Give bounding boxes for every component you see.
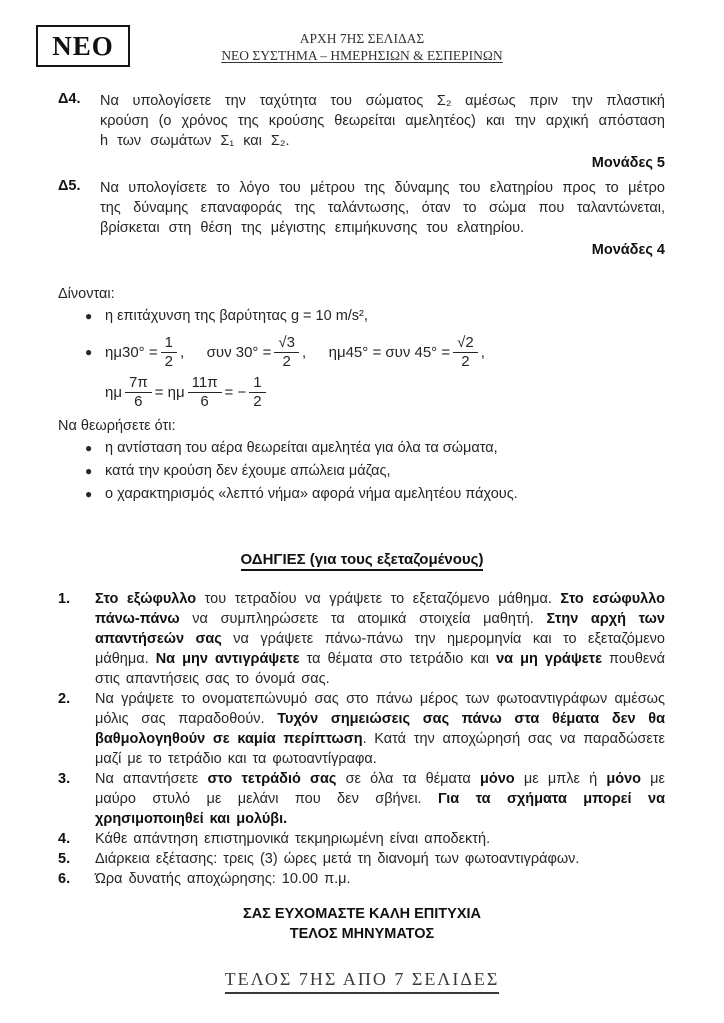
instruction-number: 1. — [58, 591, 71, 607]
assumption-text-1: η αντίσταση του αέρα θεωρείται αμελητέα για όλα τα σώματα, — [105, 440, 498, 456]
fraction-numerator: √3 — [274, 335, 299, 353]
instruction-number: 5. — [58, 851, 71, 867]
assumption-text-3: ο χαρακτηρισμός «λεπτό νήμα» αφορά νήμα αμελητέου πάχους. — [105, 486, 518, 502]
text-run: Να απαντήσετε — [95, 771, 208, 787]
formula-text: ημ — [105, 383, 122, 401]
header-line2: ΝΕΟ ΣΥΣΤΗΜΑ – ΗΜΕΡΗΣΙΩΝ & ΕΣΠΕΡΙΝΩΝ — [221, 48, 503, 63]
fraction-numerator: √2 — [453, 335, 478, 353]
neo-badge-label: ΝΕΟ — [52, 30, 114, 61]
question-d5-label: Δ5. — [58, 178, 81, 194]
content-area — [0, 91, 724, 505]
fraction — [161, 335, 177, 370]
fraction-denominator: 6 — [134, 392, 143, 410]
text-run: να μη γράψετε — [496, 651, 602, 667]
bullet-icon: ● — [85, 441, 93, 455]
text-run: να γράψετε πάνω-πάνω την ημερομηνία και το εξεταζόμενο μάθημα. — [95, 631, 665, 667]
text-run: Κάθε απάντηση επιστημονικά τεκμηριωμένη είναι αποδεκτή. — [95, 831, 491, 847]
text-run: Να μην αντιγράψετε — [155, 651, 300, 667]
given-title: Δίνονται: — [58, 286, 115, 302]
given-bullet-gravity — [58, 306, 665, 327]
footer-wish: ΣΑΣ ΕΥΧΟΜΑΣΤΕ ΚΑΛΗ ΕΠΙΤΥΧΙΑ — [243, 906, 481, 922]
footer-page-end: ΤΕΛΟΣ 7ΗΣ ΑΠΟ 7 ΣΕΛΙΔΕΣ — [225, 969, 500, 994]
instructions-heading: ΟΔΗΓΙΕΣ (για τους εξεταζομένους) — [241, 551, 484, 571]
neo-badge — [36, 25, 130, 67]
instruction-number: 3. — [58, 771, 71, 787]
fraction — [125, 375, 152, 410]
assumption-text-2: κατά την κρούση δεν έχουμε απώλεια μάζας, — [105, 463, 391, 479]
instruction-item-1 — [58, 589, 665, 689]
fraction — [453, 335, 478, 370]
instruction-item-3 — [58, 769, 665, 829]
fraction-denominator: 6 — [200, 392, 209, 410]
assumptions-title: Να θεωρήσετε ότι: — [58, 418, 176, 434]
footer-page-end-wrap — [0, 969, 724, 994]
question-d5-text: Να υπολογίσετε το λόγο του μέτρου της δύναμης του ελατηρίου προς το μέτρο της δύναμης επαναφοράς της ταλάντωσης, όταν το σώμα που ταλαντώνεται, βρίσκεται στη θέση της μέγιστης επιμήκυνσης του ελατηρίου. — [100, 180, 665, 236]
bullet-icon: ● — [85, 345, 93, 359]
question-d4-text: Να υπολογίσετε την ταχύτητα του σώματος Σ₂ αμέσως πριν την πλαστική κρούση (ο χρόνος της κρούσης θεωρείται αμελητέος) και την αρχική απόσταση h των σωμάτων Σ₁ και Σ₂. — [100, 93, 665, 149]
instruction-text — [95, 689, 665, 769]
text-run: του τετραδίου να γράψετε το εξεταζόμενο μάθημα. — [196, 591, 561, 607]
fraction-denominator: 2 — [164, 352, 173, 370]
instruction-text — [95, 829, 665, 849]
question-d4-points: Μονάδες 5 — [591, 155, 665, 171]
fraction-numerator: 7π — [125, 375, 152, 393]
formula-text: , συν 30° = — [179, 343, 272, 361]
instruction-number: 4. — [58, 831, 71, 847]
instruction-text — [95, 769, 665, 829]
text-run: Στο εσώφυλλο πάνω-πάνω — [95, 591, 665, 627]
fraction — [249, 375, 265, 410]
question-d4 — [58, 91, 665, 151]
fraction-denominator: 2 — [253, 392, 262, 410]
assumption-item — [58, 461, 665, 482]
formula-text: ημ30° = — [105, 343, 158, 361]
instruction-item-4 — [58, 829, 665, 849]
text-run: πουθενά στις απαντήσεις σας το όνομά σας. — [95, 651, 666, 687]
instruction-item-2 — [58, 689, 665, 769]
bullet-icon: ● — [85, 487, 93, 501]
formula-text: = − — [224, 383, 247, 401]
instruction-item-5 — [58, 849, 665, 869]
text-run: Τυχόν σημειώσεις σας πάνω στα θέματα δεν θα βαθμολογηθούν σε καμία περίπτωση — [95, 711, 665, 747]
given-trig-line1 — [58, 332, 665, 372]
fraction-denominator: 2 — [282, 352, 291, 370]
text-run: Για τα σχήματα μπορεί να χρησιμοποιηθεί και μολύβι. — [95, 791, 665, 827]
trig-formula-line1 — [105, 335, 485, 370]
question-d4-label: Δ4. — [58, 91, 81, 107]
fraction-numerator: 1 — [161, 335, 177, 353]
fraction-numerator: 1 — [249, 375, 265, 393]
text-run: . Κατά την αποχώρησή σας να παραδώσετε μαζί με το τετράδιο και τα φωτοαντίγραφα. — [95, 731, 666, 767]
fraction — [274, 335, 299, 370]
text-run: σε όλα τα θέματα — [336, 771, 480, 787]
formula-text: = ημ — [154, 383, 185, 401]
text-run: Ώρα δυνατής αποχώρησης: 10.00 π.μ. — [95, 871, 351, 887]
formula-text: , — [480, 343, 485, 361]
text-run: μόνο — [480, 771, 515, 787]
instruction-text — [95, 849, 665, 869]
instruction-item-6 — [58, 869, 665, 889]
assumption-item — [58, 438, 665, 459]
assumption-item — [58, 484, 665, 505]
trig-formula-line2 — [105, 375, 269, 410]
text-run: μόνο — [606, 771, 641, 787]
text-run: Διάρκεια εξέτασης: τρεις (3) ώρες μετά τη διανομή των φωτοαντιγράφων. — [95, 851, 580, 867]
given-trig-line2 — [105, 372, 665, 412]
fraction-numerator: 11π — [188, 375, 222, 393]
text-run: στο τετράδιό σας — [207, 771, 337, 787]
text-run: να συμπληρώσετε τα ατομικά στοιχεία μαθητή. — [179, 611, 547, 627]
question-d5-points: Μονάδες 4 — [591, 242, 665, 258]
fraction — [188, 375, 222, 410]
text-run: Να γράψετε το ονοματεπώνυμό σας στο πάνω μέρος των φωτοαντιγράφων αμέσως μόλις σας παραδοθούν. — [95, 691, 665, 727]
text-run: Στο εξώφυλλο — [95, 591, 197, 607]
text-run: με μαύρο στυλό με μελάνι που δεν σβήνει. — [95, 771, 665, 807]
fraction-denominator: 2 — [461, 352, 470, 370]
instruction-number: 6. — [58, 871, 71, 887]
instruction-number: 2. — [58, 691, 71, 707]
instruction-text — [95, 589, 665, 689]
formula-text: , ημ45° = συν 45° = — [301, 343, 451, 361]
bullet-icon: ● — [85, 464, 93, 478]
bullet-icon: ● — [85, 309, 93, 323]
footer-end-message: ΤΕΛΟΣ ΜΗΝΥΜΑΤΟΣ — [289, 926, 435, 942]
header-line1: ΑΡΧΗ 7ΗΣ ΣΕΛΙΔΑΣ — [299, 31, 425, 46]
instructions-list — [0, 589, 724, 889]
question-d5 — [58, 178, 665, 238]
instructions-heading-wrap — [0, 551, 724, 571]
text-run: με μπλε ή — [514, 771, 607, 787]
text-run: τα θέματα στο τετράδιο και — [299, 651, 497, 667]
given-bullet-gravity-text: η επιτάχυνση της βαρύτητας g = 10 m/s², — [105, 308, 368, 324]
text-run: Στην αρχή των απαντήσεών σας — [95, 611, 665, 647]
instruction-text — [95, 869, 665, 889]
